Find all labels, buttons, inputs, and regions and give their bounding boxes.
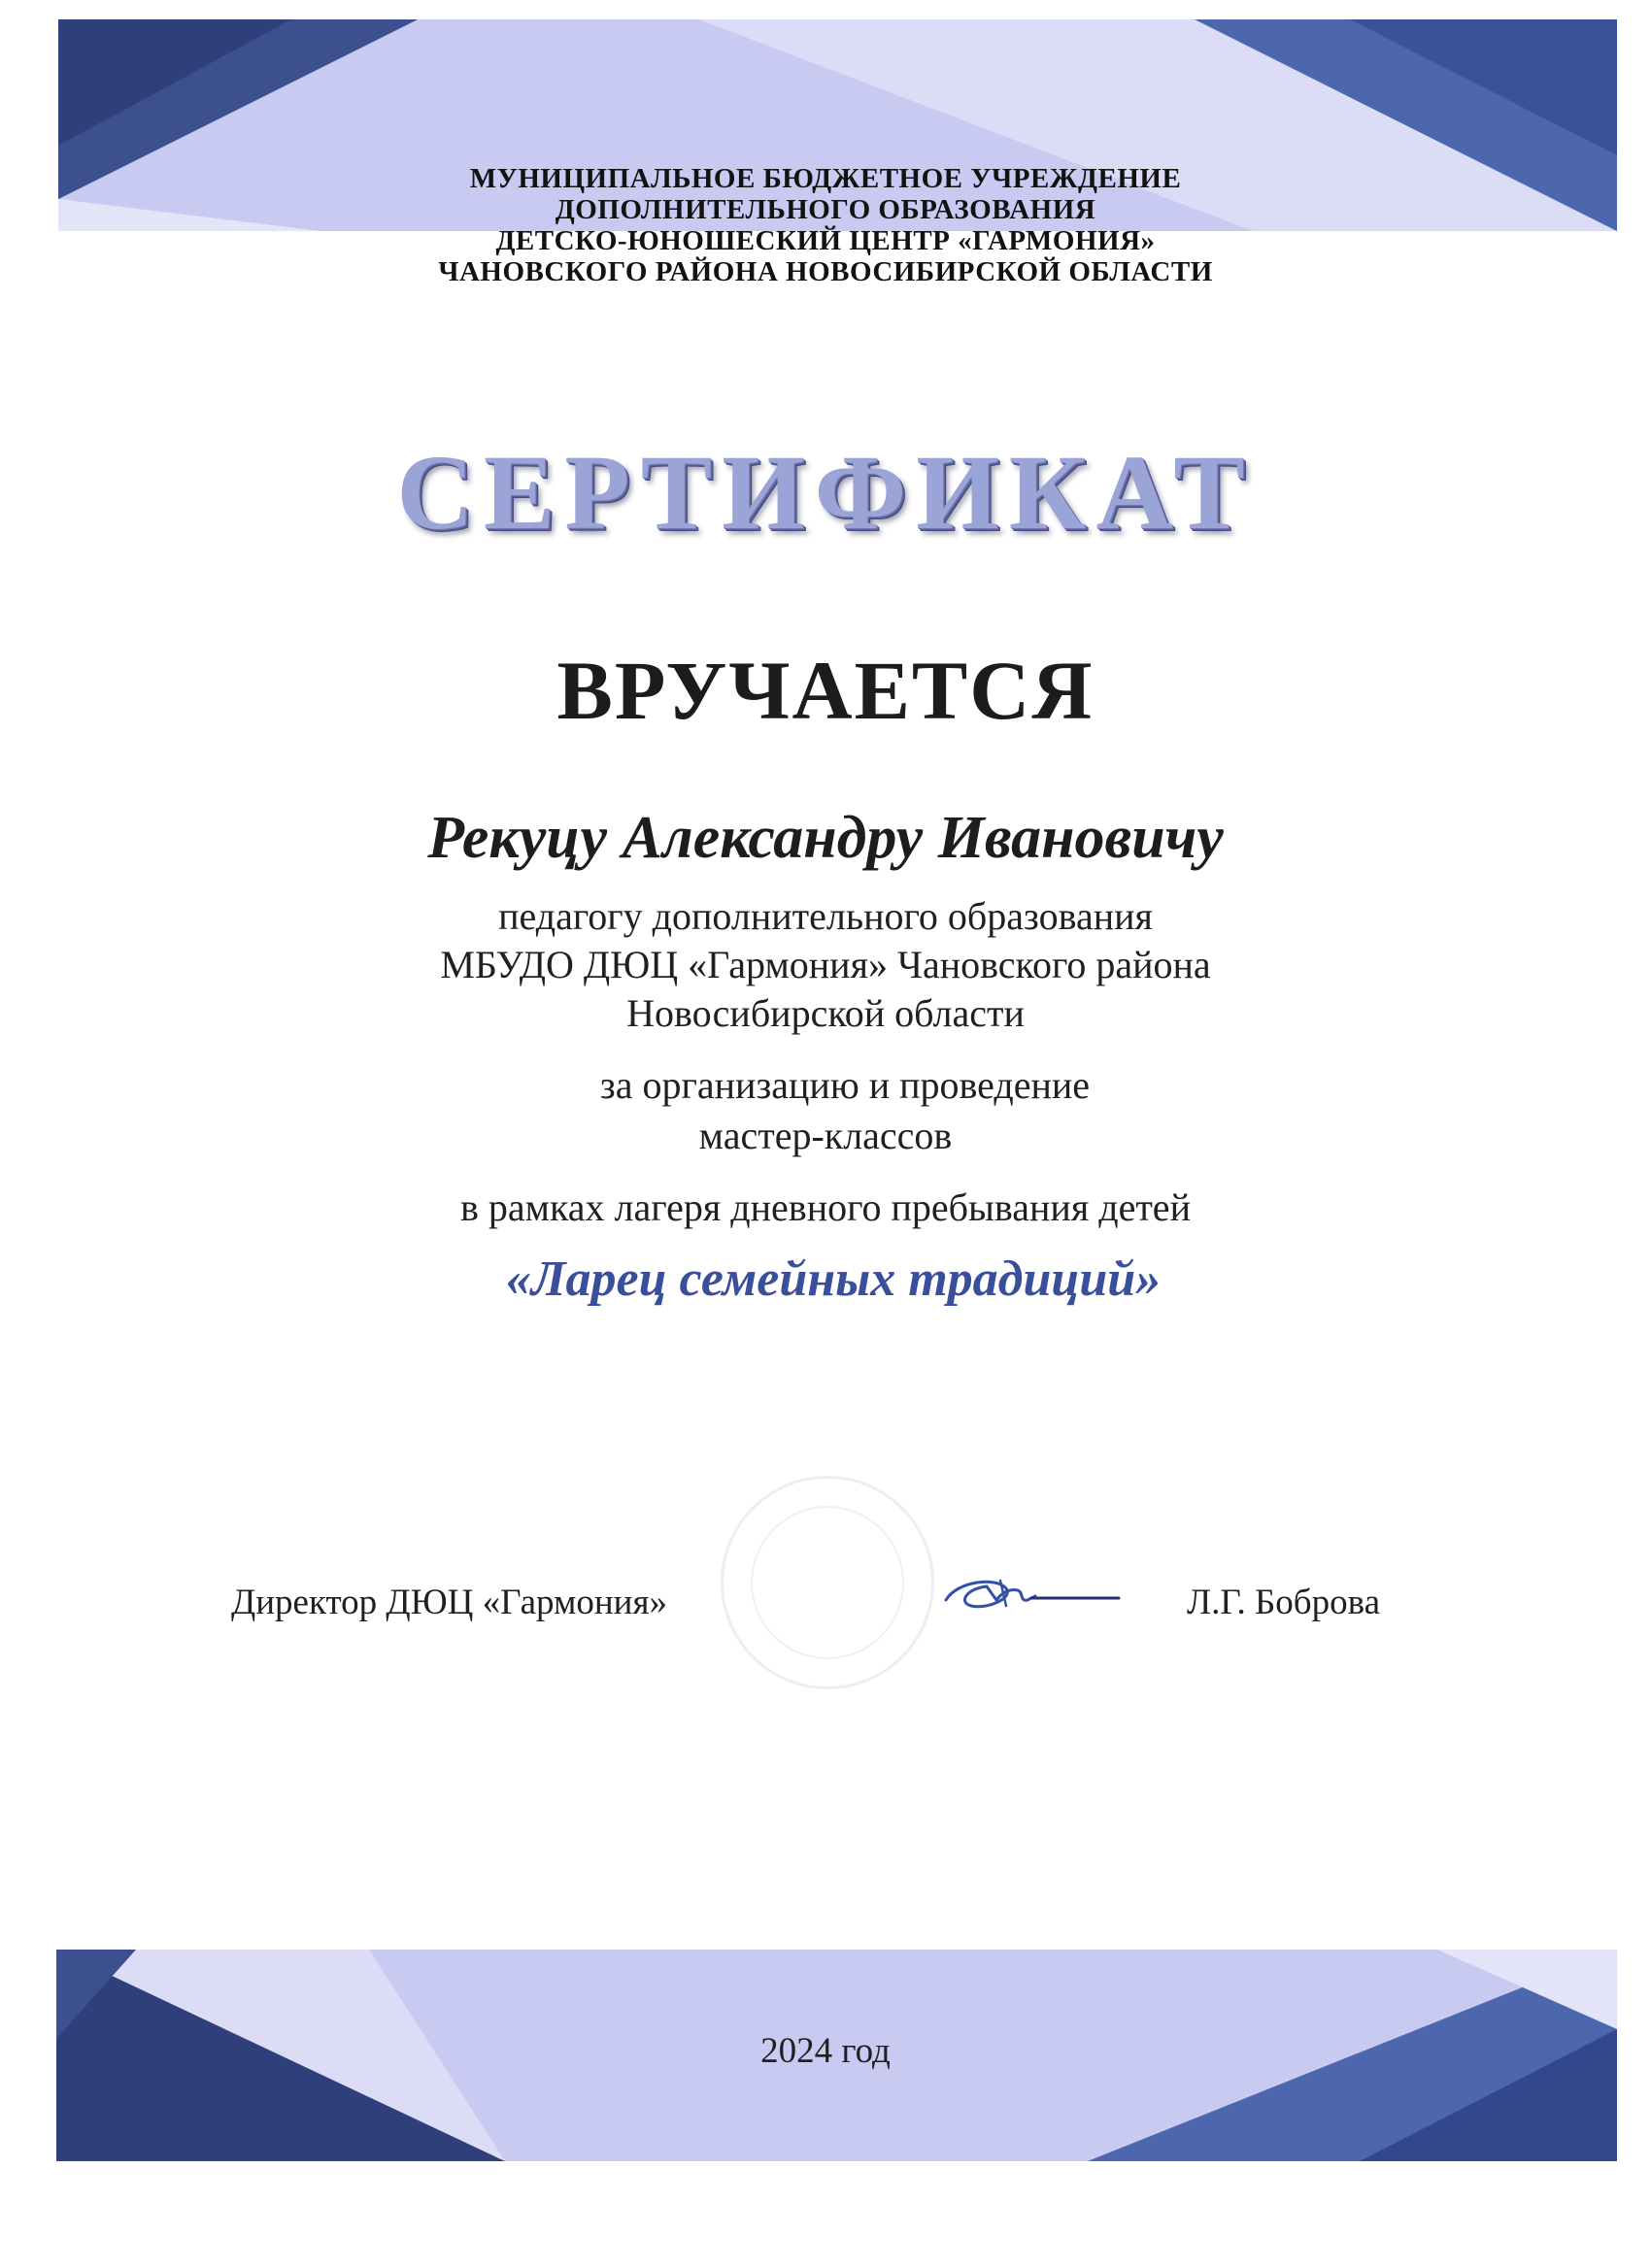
handwritten-signature-icon	[938, 1567, 1123, 1625]
reason-line-2: мастер-классов	[698, 1114, 953, 1157]
seal-inner-ring	[751, 1506, 904, 1659]
certificate-year: 2024 год	[760, 2031, 891, 2071]
signer-name: Л.Г. Боброва	[1187, 1583, 1381, 1622]
position-line-1: педагогу дополнительного образования	[498, 894, 1153, 938]
event-name: «Ларец семейных традиций»	[505, 1251, 1162, 1307]
awarded-label: ВРУЧАЕТСЯ	[556, 644, 1095, 737]
reason-line-3: в рамках лагеря дневного пребывания детей	[460, 1185, 1191, 1229]
position-line-3: Новосибирской области	[626, 991, 1025, 1035]
signer-position: Директор ДЮЦ «Гармония»	[231, 1583, 667, 1622]
recipient-name: Рекуцу Александру Ивановичу	[427, 805, 1224, 871]
signature-flourish	[946, 1582, 1035, 1607]
header-line-1: МУНИЦИПАЛЬНОЕ БЮДЖЕТНОЕ УЧРЕЖДЕНИЕ	[469, 163, 1182, 194]
header-line-4: ЧАНОВСКОГО РАЙОНА НОВОСИБИРСКОЙ ОБЛАСТИ	[438, 256, 1213, 287]
certificate-title: СЕРТИФИКАТ	[396, 433, 1255, 551]
reason-line-1: за организацию и проведение	[599, 1063, 1091, 1107]
header-line-3: ДЕТСКО-ЮНОШЕСКИЙ ЦЕНТР «ГАРМОНИЯ»	[495, 225, 1156, 256]
header-line-2: ДОПОЛНИТЕЛЬНОГО ОБРАЗОВАНИЯ	[555, 194, 1096, 225]
faded-seal-icon	[721, 1476, 934, 1689]
position-line-2: МБУДО ДЮЦ «Гармония» Чановского района	[440, 943, 1211, 986]
